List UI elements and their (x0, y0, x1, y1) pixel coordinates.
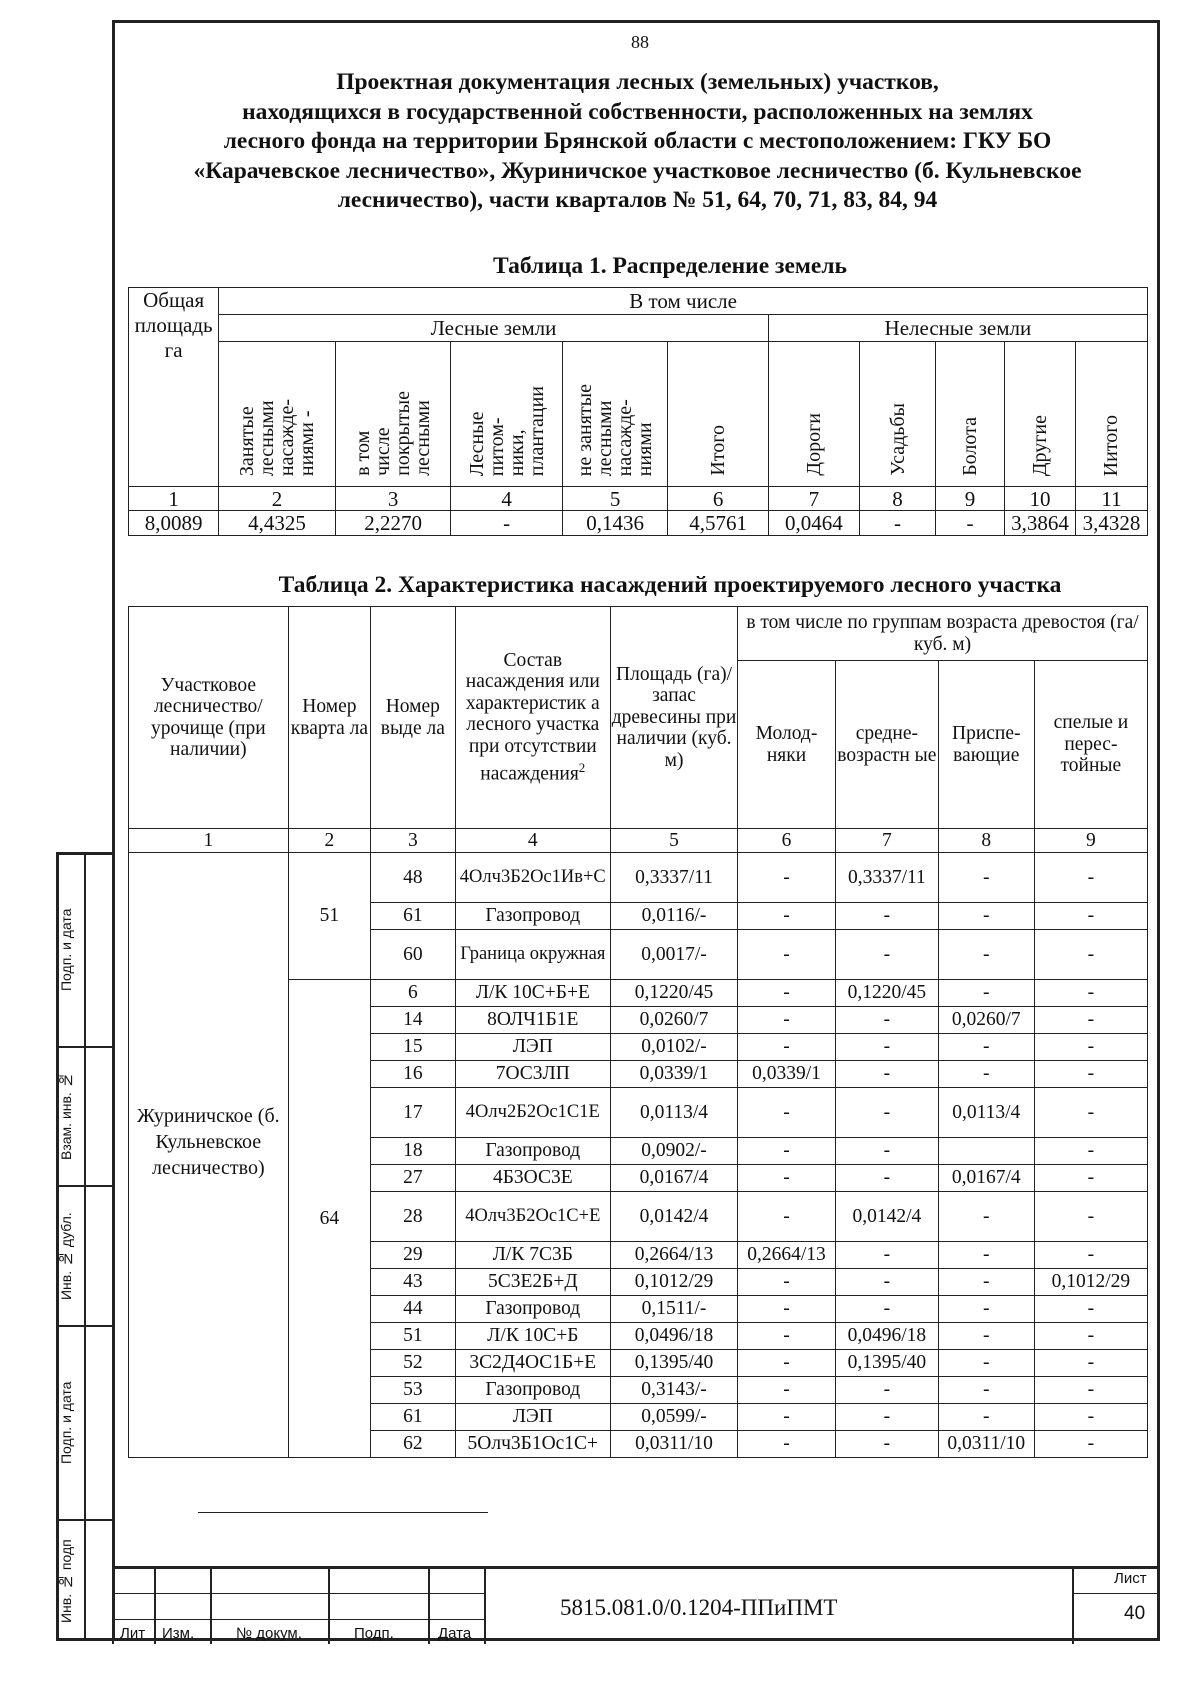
t2-data-cell: 0,3337/11 (611, 853, 738, 903)
t2-data-cell: - (938, 1296, 1034, 1323)
stamp-line (484, 1569, 486, 1644)
t2-data-cell: 5Олч3Б1Ос1С+ (455, 1431, 611, 1458)
stamp-label-change: Изм. (162, 1625, 195, 1642)
t2-data-cell: - (836, 1061, 939, 1088)
t2-data-cell: 0,0902/- (611, 1138, 738, 1165)
t2-data-cell: 18 (371, 1138, 455, 1165)
t1-subheader-cell (936, 342, 1005, 487)
t1-subheader-cell (1004, 342, 1075, 487)
t1-number-cell: 2 (219, 487, 336, 511)
t1-number-cell: 10 (1004, 487, 1075, 511)
t2-data-cell: 0,0599/- (611, 1404, 738, 1431)
t2-data-cell: 0,0339/1 (738, 1061, 836, 1088)
t2-data-cell: - (738, 1404, 836, 1431)
t2-data-cell: - (738, 853, 836, 903)
t2-data-cell: 0,0260/7 (938, 1007, 1034, 1034)
t2-number-cell: 8 (938, 829, 1034, 853)
t2-data-cell: 28 (371, 1192, 455, 1242)
t1-subheader-text: Усадьбы (886, 403, 909, 476)
t2-data-cell: 6 (371, 980, 455, 1007)
t2-data-cell: - (1034, 1007, 1147, 1034)
t1-subheader-cell (219, 342, 336, 487)
t2-data-cell: 0,0142/4 (836, 1192, 939, 1242)
t2-number-row (129, 829, 1148, 853)
t2-data-cell: 0,3337/11 (836, 853, 939, 903)
t2-data-cell: 0,0167/4 (938, 1165, 1034, 1192)
t2-data-cell: 0,3143/- (611, 1377, 738, 1404)
t1-subheader-cell (768, 342, 859, 487)
margin-strip-line (56, 1519, 112, 1521)
t1-subheader-text: Лесные питом- ники, плантации (465, 385, 548, 476)
t2-number-cell: 5 (611, 829, 738, 853)
t1-value-row (129, 511, 1148, 536)
t2-data-cell: Граница окружная (455, 930, 611, 980)
t2-data-cell: 0,1220/45 (611, 980, 738, 1007)
t2-data-cell: 0,0167/4 (611, 1165, 738, 1192)
t2-data-cell: - (938, 1350, 1034, 1377)
stamp-line (1072, 1569, 1074, 1644)
table2-caption: Таблица 2. Характеристика насаждений проектируемого лесного участка (278, 572, 1062, 598)
t2-data-cell: - (836, 1034, 939, 1061)
t1-number-cell: 11 (1075, 487, 1147, 511)
t2-data-cell: 4Олч2Б2Ос1С1Е (455, 1088, 611, 1138)
title-line: Проектная документация лесных (земельных) участков, (336, 69, 939, 95)
t2-data-cell: 0,0102/- (611, 1034, 738, 1061)
t1-subheader-text: в том числе покрытые лесными (352, 391, 435, 476)
t2-data-cell: 14 (371, 1007, 455, 1034)
margin-label: Взам. инв. № (58, 1072, 74, 1160)
t2-data-cell (938, 1138, 1034, 1165)
t2-header-ripening: Приспе-вающие (938, 661, 1034, 829)
stamp-line (112, 1619, 484, 1620)
stamp-line (154, 1569, 156, 1644)
t2-data-cell: 15 (371, 1034, 455, 1061)
t2-data-cell: - (836, 930, 939, 980)
stamp-line (210, 1569, 212, 1644)
sheet-label: Лист (1114, 1570, 1147, 1587)
t2-header-plot: Номер выде ла (371, 607, 455, 829)
t2-data-cell: 43 (371, 1269, 455, 1296)
t2-data-cell: 8ОЛЧ1Б1Е (455, 1007, 611, 1034)
t2-data-cell: - (1034, 1323, 1147, 1350)
t2-data-cell: - (738, 1377, 836, 1404)
t2-data-cell: - (1034, 903, 1147, 930)
t1-number-cell: 7 (768, 487, 859, 511)
t2-header-mature: спелые и перес-тойные (1034, 661, 1147, 829)
t2-data-cell: - (1034, 1138, 1147, 1165)
t2-data-cell: 7ОС3ЛП (455, 1061, 611, 1088)
t2-data-cell: - (836, 1138, 939, 1165)
t2-data-cell: - (938, 1377, 1034, 1404)
t2-number-cell: 4 (455, 829, 611, 853)
t2-data-cell: - (1034, 853, 1147, 903)
t1-value-cell: - (936, 511, 1005, 536)
t2-data-cell: - (738, 1165, 836, 1192)
t1-value-cell: 0,1436 (562, 511, 667, 536)
t2-data-cell: 53 (371, 1377, 455, 1404)
t1-number-cell: 1 (129, 487, 219, 511)
t2-data-cell: - (938, 1269, 1034, 1296)
t1-value-cell: 4,4325 (219, 511, 336, 536)
t2-data-cell: 0,1012/29 (611, 1269, 738, 1296)
t2-data-cell: - (836, 1165, 939, 1192)
t2-data-cell: - (1034, 1377, 1147, 1404)
t2-header-quarter: Номер кварта ла (288, 607, 371, 829)
t1-subheader-cell (335, 342, 451, 487)
t1-subheader-text: не занятые лесными насажде- ниями (574, 383, 657, 476)
t1-value-cell: - (451, 511, 563, 536)
t1-number-cell: 5 (562, 487, 667, 511)
t2-data-cell: 0,0496/18 (836, 1323, 939, 1350)
t2-data-cell: - (738, 1350, 836, 1377)
t2-data-cell: 3С2Д4ОС1Б+Е (455, 1350, 611, 1377)
t1-subheader-text: Дороги (802, 413, 825, 476)
t2-data-cell: 44 (371, 1296, 455, 1323)
t2-data-cell: Газопровод (455, 1138, 611, 1165)
t1-value-cell: 3,4328 (1075, 511, 1147, 536)
t2-data-cell: 16 (371, 1061, 455, 1088)
t2-data-cell: - (938, 1404, 1034, 1431)
t2-number-cell: 7 (836, 829, 939, 853)
t2-data-cell: 0,0113/4 (938, 1088, 1034, 1138)
t2-quarter-cell: 51 (288, 853, 371, 980)
t2-header-middle: средне-возрастн ые (836, 661, 939, 829)
sheet-number: 40 (1124, 1603, 1146, 1624)
stamp-line (428, 1569, 430, 1644)
t2-data-cell: - (836, 1007, 939, 1034)
t2-data-cell: - (738, 930, 836, 980)
t2-data-cell: - (738, 1138, 836, 1165)
t2-data-cell: - (1034, 980, 1147, 1007)
t2-number-cell: 9 (1034, 829, 1147, 853)
t2-data-cell: Л/К 10С+Б (455, 1323, 611, 1350)
t2-data-cell: 0,0339/1 (611, 1061, 738, 1088)
t2-data-cell: Л/К 10С+Б+Е (455, 980, 611, 1007)
t2-data-cell: 0,0260/7 (611, 1007, 738, 1034)
t2-data-cell: - (738, 1007, 836, 1034)
stamp-label-doc: № докум. (236, 1625, 302, 1642)
document-code: 5815.081.0/0.1204-ППиПМТ (560, 1595, 838, 1620)
t2-data-cell: 0,1395/40 (836, 1350, 939, 1377)
t2-number-cell: 6 (738, 829, 836, 853)
t2-number-cell: 1 (129, 829, 289, 853)
composition-text: Состав насаждения или характеристик а лесного участка при отсутствии насаждения (465, 649, 600, 785)
t2-data-cell: - (1034, 1431, 1147, 1458)
t1-number-cell: 6 (668, 487, 768, 511)
t2-header-young: Молод-няки (738, 661, 836, 829)
t2-data-cell: 0,1012/29 (1034, 1269, 1147, 1296)
t2-data-cell: - (836, 1431, 939, 1458)
stamp-label-sign: Подп. (354, 1625, 394, 1642)
t2-data-cell: Газопровод (455, 1296, 611, 1323)
t2-data-cell: - (836, 903, 939, 930)
t2-data-cell: - (738, 1192, 836, 1242)
t1-subheader-cell (860, 342, 936, 487)
t1-subheader-cell (562, 342, 667, 487)
t2-data-cell: 5С3Е2Б+Д (455, 1269, 611, 1296)
t2-header-composition (455, 607, 611, 829)
t2-data-cell: 52 (371, 1350, 455, 1377)
t2-data-cell: 0,1220/45 (836, 980, 939, 1007)
t2-data-cell: - (1034, 1296, 1147, 1323)
margin-label: Подп. и дата (58, 1381, 74, 1465)
t2-data-cell: - (1034, 1242, 1147, 1269)
t2-data-cell: - (1034, 1192, 1147, 1242)
t1-value-cell: 2,2270 (335, 511, 451, 536)
t1-subheader-row (129, 342, 1148, 487)
t2-data-cell: - (738, 1088, 836, 1138)
t2-data-cell: - (836, 1269, 939, 1296)
t2-data-cell: - (738, 980, 836, 1007)
title-line: находящихся в государственной собственности, расположенных на землях (242, 98, 1033, 125)
t2-data-cell: - (938, 1034, 1034, 1061)
t1-header-forest: Лесные земли (219, 315, 769, 342)
t2-data-cell: - (1034, 1350, 1147, 1377)
t2-data-cell: Л/К 7С3Б (455, 1242, 611, 1269)
t1-value-cell: 0,0464 (768, 511, 859, 536)
t2-number-cell: 2 (288, 829, 371, 853)
t2-data-cell: 29 (371, 1242, 455, 1269)
t2-data-cell: 0,0017/- (611, 930, 738, 980)
t2-data-cell: - (938, 1061, 1034, 1088)
table-row (129, 853, 1148, 903)
t1-number-cell: 4 (451, 487, 563, 511)
t2-data-cell: - (1034, 1034, 1147, 1061)
t2-data-cell: - (1034, 930, 1147, 980)
t2-number-cell: 3 (371, 829, 455, 853)
t2-data-cell: - (836, 1377, 939, 1404)
document-title (135, 68, 1140, 216)
t1-value-cell: - (860, 511, 936, 536)
t2-data-cell: Газопровод (455, 1377, 611, 1404)
t2-data-cell: 62 (371, 1431, 455, 1458)
t2-data-cell: 61 (371, 903, 455, 930)
t2-header-age-groups: в том числе по группам возраста древостоя (га/куб. м) (738, 607, 1148, 661)
t2-data-cell: 0,1511/- (611, 1296, 738, 1323)
t2-data-cell: 48 (371, 853, 455, 903)
stamp-label-lit: Лит (120, 1625, 146, 1642)
t2-data-cell: 0,1395/40 (611, 1350, 738, 1377)
t2-header-area: Площадь (га)/ запас древесины при наличии (куб. м) (611, 607, 738, 829)
t2-data-cell: - (738, 1034, 836, 1061)
margin-label: Подп. и дата (58, 908, 74, 992)
land-distribution-table (128, 287, 1148, 536)
t2-data-cell: 17 (371, 1088, 455, 1138)
t2-header-forestry: Участковое лесничество/ урочище (при наличии) (129, 607, 289, 829)
t2-data-cell: 27 (371, 1165, 455, 1192)
t2-data-cell: - (836, 1088, 939, 1138)
page-number: 88 (631, 32, 649, 52)
table1-caption: Таблица 1. Распределение земель (493, 253, 847, 279)
t1-subheader-text: Другие (1028, 414, 1051, 476)
t2-data-cell: - (836, 1242, 939, 1269)
t2-data-cell: ЛЭП (455, 1034, 611, 1061)
t2-data-cell: 0,0113/4 (611, 1088, 738, 1138)
t2-data-cell: 60 (371, 930, 455, 980)
t1-header-in-total: В том числе (219, 288, 1148, 315)
t1-number-row (129, 487, 1148, 511)
t2-data-cell: - (1034, 1061, 1147, 1088)
t2-data-cell: - (1034, 1088, 1147, 1138)
t2-data-cell: - (938, 1323, 1034, 1350)
margin-label: Инв. № дубл. (58, 1212, 74, 1300)
footnote-separator (198, 1512, 488, 1513)
t1-value-cell: 4,5761 (668, 511, 768, 536)
t1-subheader-cell (451, 342, 563, 487)
t2-data-cell: 4Олч3Б2Ос1С+Е (455, 1192, 611, 1242)
t2-data-cell: 0,2664/13 (611, 1242, 738, 1269)
t2-data-cell: - (836, 1296, 939, 1323)
t2-data-cell: 0,2664/13 (738, 1242, 836, 1269)
t2-data-cell: - (1034, 1165, 1147, 1192)
t2-data-cell: - (738, 1296, 836, 1323)
t2-data-cell: 0,0142/4 (611, 1192, 738, 1242)
margin-strip-divider (84, 852, 86, 1641)
t2-data-cell: - (836, 1404, 939, 1431)
t1-number-cell: 3 (335, 487, 451, 511)
stamp-label-date: Дата (438, 1625, 472, 1642)
t1-number-cell: 9 (936, 487, 1005, 511)
t2-data-cell: 51 (371, 1323, 455, 1350)
t2-data-cell: - (938, 853, 1034, 903)
margin-strip-line (56, 1325, 112, 1327)
stamp-line (112, 1569, 114, 1644)
t2-data-cell: 0,0311/10 (611, 1431, 738, 1458)
t2-forestry-cell: Журиничское (б. Кульневское лесничество) (129, 853, 289, 1458)
t2-data-cell: - (1034, 1404, 1147, 1431)
title-line: лесного фонда на территории Брянской области с местоположением: ГКУ БО (223, 128, 1052, 154)
t2-data-cell: - (938, 1192, 1034, 1242)
t1-number-cell: 8 (860, 487, 936, 511)
t2-data-cell: 61 (371, 1404, 455, 1431)
t2-data-cell: ЛЭП (455, 1404, 611, 1431)
t2-data-cell: 0,0496/18 (611, 1323, 738, 1350)
stamp-line (328, 1569, 330, 1644)
t2-data-cell: - (738, 1269, 836, 1296)
t1-subheader-text: Итого (707, 425, 730, 476)
t2-data-cell: - (938, 930, 1034, 980)
t2-data-cell: 0,0116/- (611, 903, 738, 930)
t2-data-cell: - (938, 1242, 1034, 1269)
t1-subheader-text: Болота (959, 417, 981, 476)
t1-value-cell: 3,3864 (1004, 511, 1075, 536)
t1-header-total: Общая площадь га (129, 288, 219, 487)
t1-subheader-text: Занятые лесными насажде- ниями - (236, 398, 319, 476)
t1-subheader-text: Иитого (1100, 414, 1123, 476)
footnote-mark: 2 (578, 760, 586, 776)
t2-data-cell: 4Б3ОС3Е (455, 1165, 611, 1192)
t2-data-cell: - (738, 903, 836, 930)
t2-data-cell: - (738, 1431, 836, 1458)
margin-strip-line (56, 1185, 112, 1187)
margin-label: Инв. № подп (58, 1539, 74, 1623)
t1-subheader-cell (668, 342, 768, 487)
t2-data-cell: 0,0311/10 (938, 1431, 1034, 1458)
t2-quarter-cell: 64 (288, 980, 371, 1458)
t2-data-cell: - (938, 980, 1034, 1007)
t2-data-cell: - (938, 903, 1034, 930)
t1-header-nonforest: Нелесные земли (768, 315, 1147, 342)
t1-subheader-cell (1075, 342, 1147, 487)
stamp-line (1072, 1593, 1160, 1594)
t2-data-cell: Газопровод (455, 903, 611, 930)
t2-data-cell: - (738, 1323, 836, 1350)
title-line: лесничество), части кварталов № 51, 64, 70, 71, 83, 84, 94 (337, 187, 938, 213)
stamp-line (112, 1593, 484, 1594)
t1-value-cell: 8,0089 (129, 511, 219, 536)
t2-data-cell: 4Олч3Б2Ос1Ив+С (455, 853, 611, 903)
plantation-table (128, 606, 1148, 1458)
title-line: «Карачевское лесничество», Журиничское участковое лесничество (б. Кульневское (193, 157, 1082, 184)
